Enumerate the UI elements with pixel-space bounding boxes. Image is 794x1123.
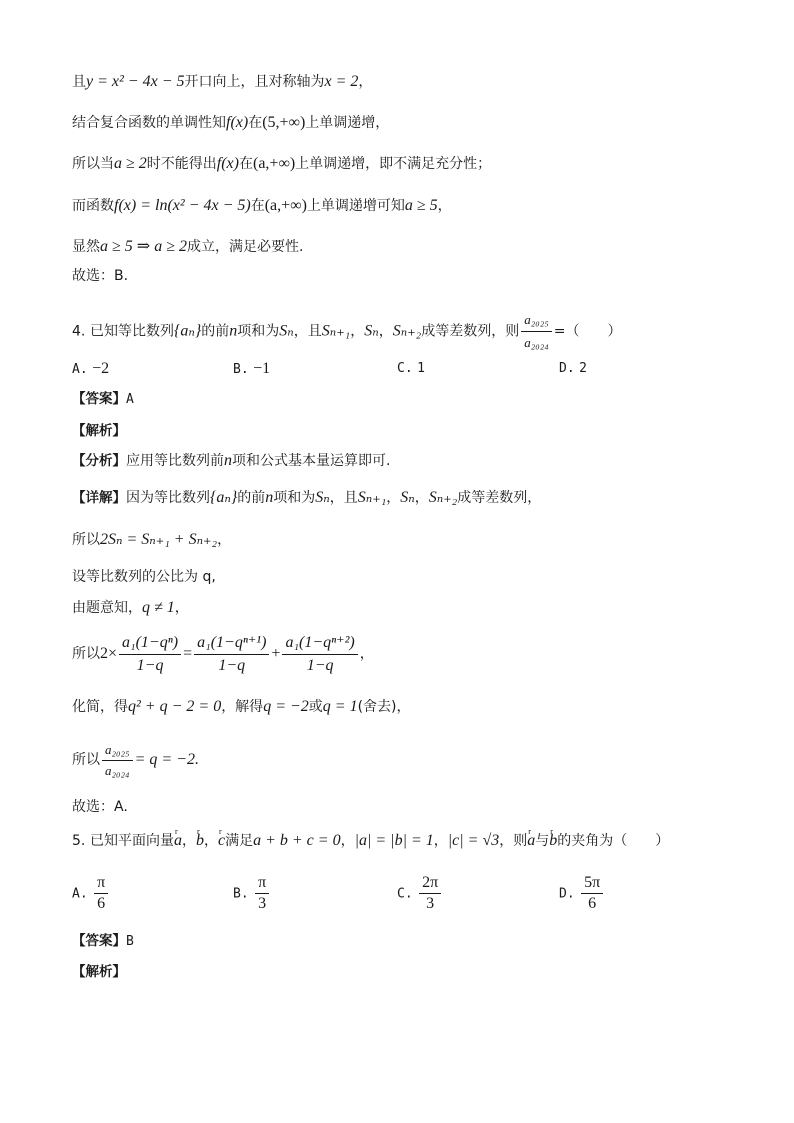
text: 项和公式基本量运算即可. [232, 453, 391, 469]
option-label: B. [233, 362, 249, 377]
question-4-stem [72, 310, 622, 353]
text: ，解得 [221, 699, 264, 715]
text: ， [340, 833, 355, 849]
text: (舍去)， [357, 699, 411, 715]
answer-line [72, 389, 134, 410]
text: 在 [250, 198, 265, 214]
math-fx: f(x) [226, 114, 249, 131]
text: 显然 [72, 239, 100, 255]
step-1 [72, 530, 231, 550]
math-vector-sum: a + b + c = 0 [253, 832, 341, 849]
analysis-line [72, 962, 126, 982]
option-c [397, 360, 425, 376]
step-6-result [72, 738, 199, 782]
answer-value: B [126, 934, 134, 949]
math-fraction-1 [119, 633, 181, 676]
text: 成立，满足必要性. [186, 239, 304, 255]
math-norm-c: |c| = √3 [447, 832, 500, 849]
option-label: C. [397, 886, 413, 902]
text: 的前 [237, 490, 266, 506]
text: 已知等比数列 [89, 323, 174, 340]
math-implication: a ≥ 5 ⇒ a ≥ 2 [100, 238, 187, 255]
fraction-denominator: 6 [97, 895, 106, 912]
math-sequence: {aₙ} [173, 322, 202, 340]
fraction-numerator: a₁(1−qⁿ⁺²) [282, 633, 357, 655]
math-sn: Sₙ [279, 322, 294, 340]
text: ，则 [499, 833, 528, 849]
math-fraction-3 [282, 633, 357, 676]
text: 化简，得 [72, 699, 128, 715]
analysis-tag: 【解析】 [72, 964, 126, 980]
math-equals: = [183, 645, 193, 662]
text-line-ln-function [72, 196, 452, 216]
text: 的前 [201, 323, 230, 340]
text: 所以 [72, 532, 100, 548]
text: ，且 [329, 490, 358, 506]
text: ， [350, 323, 365, 340]
fraction-numerator: 5π [581, 874, 603, 894]
math-result: = q = −2. [134, 751, 199, 768]
step-4-sum-formula [72, 632, 374, 676]
math-n: n [229, 322, 238, 340]
text-line-monotonic [72, 113, 389, 133]
text: 结合复合函数的单调性知 [72, 115, 226, 131]
text: 由题意知， [72, 600, 142, 616]
option-d [559, 874, 605, 913]
text: 所以当 [72, 156, 114, 172]
text: 在 [248, 115, 263, 131]
option-label: D. [559, 361, 575, 376]
analysis-tag: 【解析】 [72, 423, 126, 439]
text: 开口向上，且对称轴为 [184, 74, 325, 90]
fraction-numerator: π [94, 874, 108, 894]
math-condition: a ≥ 2 [114, 155, 147, 172]
math-ratio-fraction [521, 310, 552, 353]
text: ， [203, 833, 218, 849]
option-label: D. [559, 886, 575, 902]
math-sequence: {aₙ} [210, 489, 238, 506]
text: 在 [238, 156, 253, 172]
math-interval: (a,+∞) [252, 155, 296, 172]
text: 上单调递增， [305, 115, 390, 131]
answer-line [72, 931, 134, 952]
option-a [72, 874, 110, 913]
text: 的夹角为（ ） [557, 833, 670, 849]
step-3 [72, 598, 189, 618]
text: ， [414, 490, 429, 506]
text: 所以 [72, 752, 100, 768]
vector-b: r b [196, 831, 204, 851]
fraction-denominator: 3 [258, 895, 267, 912]
option-fraction [419, 874, 441, 913]
math-quadratic: y = x² − 4x − 5 [86, 73, 185, 90]
math-result: a ≥ 5 [404, 197, 438, 214]
math-equation: 2Sₙ = Sₙ₊₁ + Sₙ₊₂ [100, 531, 218, 548]
analysis-line [72, 421, 126, 441]
text: ， [174, 600, 189, 616]
text: 已知平面向量 [89, 833, 174, 849]
math-sn1: Sₙ₊₁ [357, 489, 387, 506]
option-value: −1 [253, 360, 271, 377]
math-sn: Sₙ [364, 322, 379, 340]
math-ratio-fraction [102, 741, 133, 780]
xiangjie-tag: 【详解】 [72, 490, 126, 506]
fraction-denominator: 1−q [306, 656, 334, 674]
option-label: A. [72, 362, 88, 377]
answer-tag: 【答案】 [72, 391, 126, 407]
question-5-stem [72, 831, 669, 851]
option-d [559, 360, 587, 376]
question-number: 5. [72, 833, 86, 849]
question-number: 4. [72, 323, 86, 340]
fraction-numerator: a₂₀₂₅ [102, 741, 133, 761]
text: 时不能得出 [146, 156, 217, 172]
vector-a: r a [527, 831, 535, 851]
math-axis: x = 2 [324, 73, 359, 90]
text: 成等差数列， [457, 490, 542, 506]
text: 上单调递增可知 [306, 198, 405, 214]
fraction-denominator: a₂₀₂₄ [524, 335, 549, 350]
text: 满足 [225, 833, 254, 849]
text: ， [181, 833, 196, 849]
text: =（ ） [553, 323, 622, 340]
math-sn1: Sₙ₊₁ [321, 322, 351, 340]
text: ， [378, 323, 393, 340]
text-line-axis [72, 72, 372, 92]
fraction-denominator: a₂₀₂₄ [105, 762, 130, 778]
math-ln-function: f(x) = ln(x² − 4x − 5) [114, 197, 251, 214]
math-interval: (a,+∞) [264, 197, 307, 214]
option-fraction [581, 874, 603, 913]
math-sn: Sₙ [400, 489, 415, 506]
text: 且 [72, 74, 86, 90]
text: 上单调递增，即不满足充分性； [295, 156, 492, 172]
text: 或 [308, 699, 323, 715]
fraction-numerator: π [255, 874, 269, 894]
math-coefficient: 2× [100, 645, 118, 662]
option-c [397, 874, 443, 913]
math-sn2: Sₙ₊₂ [428, 489, 458, 506]
fraction-numerator: a₁(1−qⁿ) [119, 633, 181, 655]
text: ， [386, 490, 401, 506]
option-value: 1 [417, 361, 425, 376]
option-value: 2 [579, 361, 587, 376]
text: ， [217, 532, 232, 548]
math-root-2: q = 1 [322, 698, 358, 715]
fraction-numerator: a₁(1−qⁿ⁺¹) [194, 633, 269, 655]
math-n: n [224, 452, 232, 469]
math-norm-ab: |a| = |b| = 1 [354, 832, 434, 849]
option-label: B. [233, 886, 249, 902]
fraction-denominator: 1−q [218, 656, 246, 674]
math-root-1: q = −2 [263, 698, 309, 715]
text: 应用等比数列前 [126, 453, 224, 469]
xiangjie-line [72, 488, 541, 508]
math-fx: f(x) [216, 155, 239, 172]
option-fraction [255, 874, 269, 913]
answer-choice-line: 故选：A. [72, 799, 128, 815]
math-sn2: Sₙ₊₂ [392, 322, 422, 340]
option-fraction [94, 874, 108, 913]
text: ， [358, 74, 373, 90]
text: 与 [535, 833, 550, 849]
answer-tag: 【答案】 [72, 933, 126, 949]
text: ， [433, 833, 448, 849]
option-a [72, 360, 109, 378]
fraction-denominator: 1−q [136, 656, 164, 674]
math-plus: + [271, 645, 281, 662]
answer-value: A [126, 392, 134, 407]
text: ， [359, 646, 374, 662]
fraction-denominator: 6 [588, 895, 597, 912]
text: 项和为 [237, 323, 280, 340]
math-equation: q² + q − 2 = 0 [128, 698, 222, 715]
fraction-numerator: 2π [419, 874, 441, 894]
text: ，且 [293, 323, 322, 340]
step-5 [72, 697, 411, 717]
fraction-numerator: a₂₀₂₅ [521, 310, 552, 332]
text: 成等差数列，则 [421, 323, 520, 340]
text: ， [437, 198, 452, 214]
option-label: A. [72, 886, 88, 902]
option-label: C. [397, 361, 413, 376]
text-line-necessity [72, 237, 303, 257]
text: 所以 [72, 646, 100, 662]
text: 因为等比数列 [126, 490, 210, 506]
step-2: 设等比数列的公比为 q, [72, 569, 216, 585]
fenxi-tag: 【分析】 [72, 453, 126, 469]
text-line-sufficiency [72, 154, 491, 174]
fenxi-line [72, 451, 390, 471]
math-fraction-2 [194, 633, 269, 676]
math-sn: Sₙ [315, 489, 330, 506]
answer-choice-line: 故选：B. [72, 268, 129, 284]
fraction-denominator: 3 [426, 895, 435, 912]
vector-b: r b [549, 831, 557, 851]
math-interval: (5,+∞) [262, 114, 306, 131]
option-b [233, 360, 270, 378]
option-b [233, 874, 271, 913]
vector-a: r a [174, 831, 182, 851]
text: 而函数 [72, 198, 114, 214]
text: 项和为 [273, 490, 316, 506]
math-inequality: q ≠ 1 [142, 599, 175, 616]
option-value: −2 [92, 360, 110, 377]
vector-c: r c [218, 831, 225, 851]
math-n: n [265, 489, 274, 506]
